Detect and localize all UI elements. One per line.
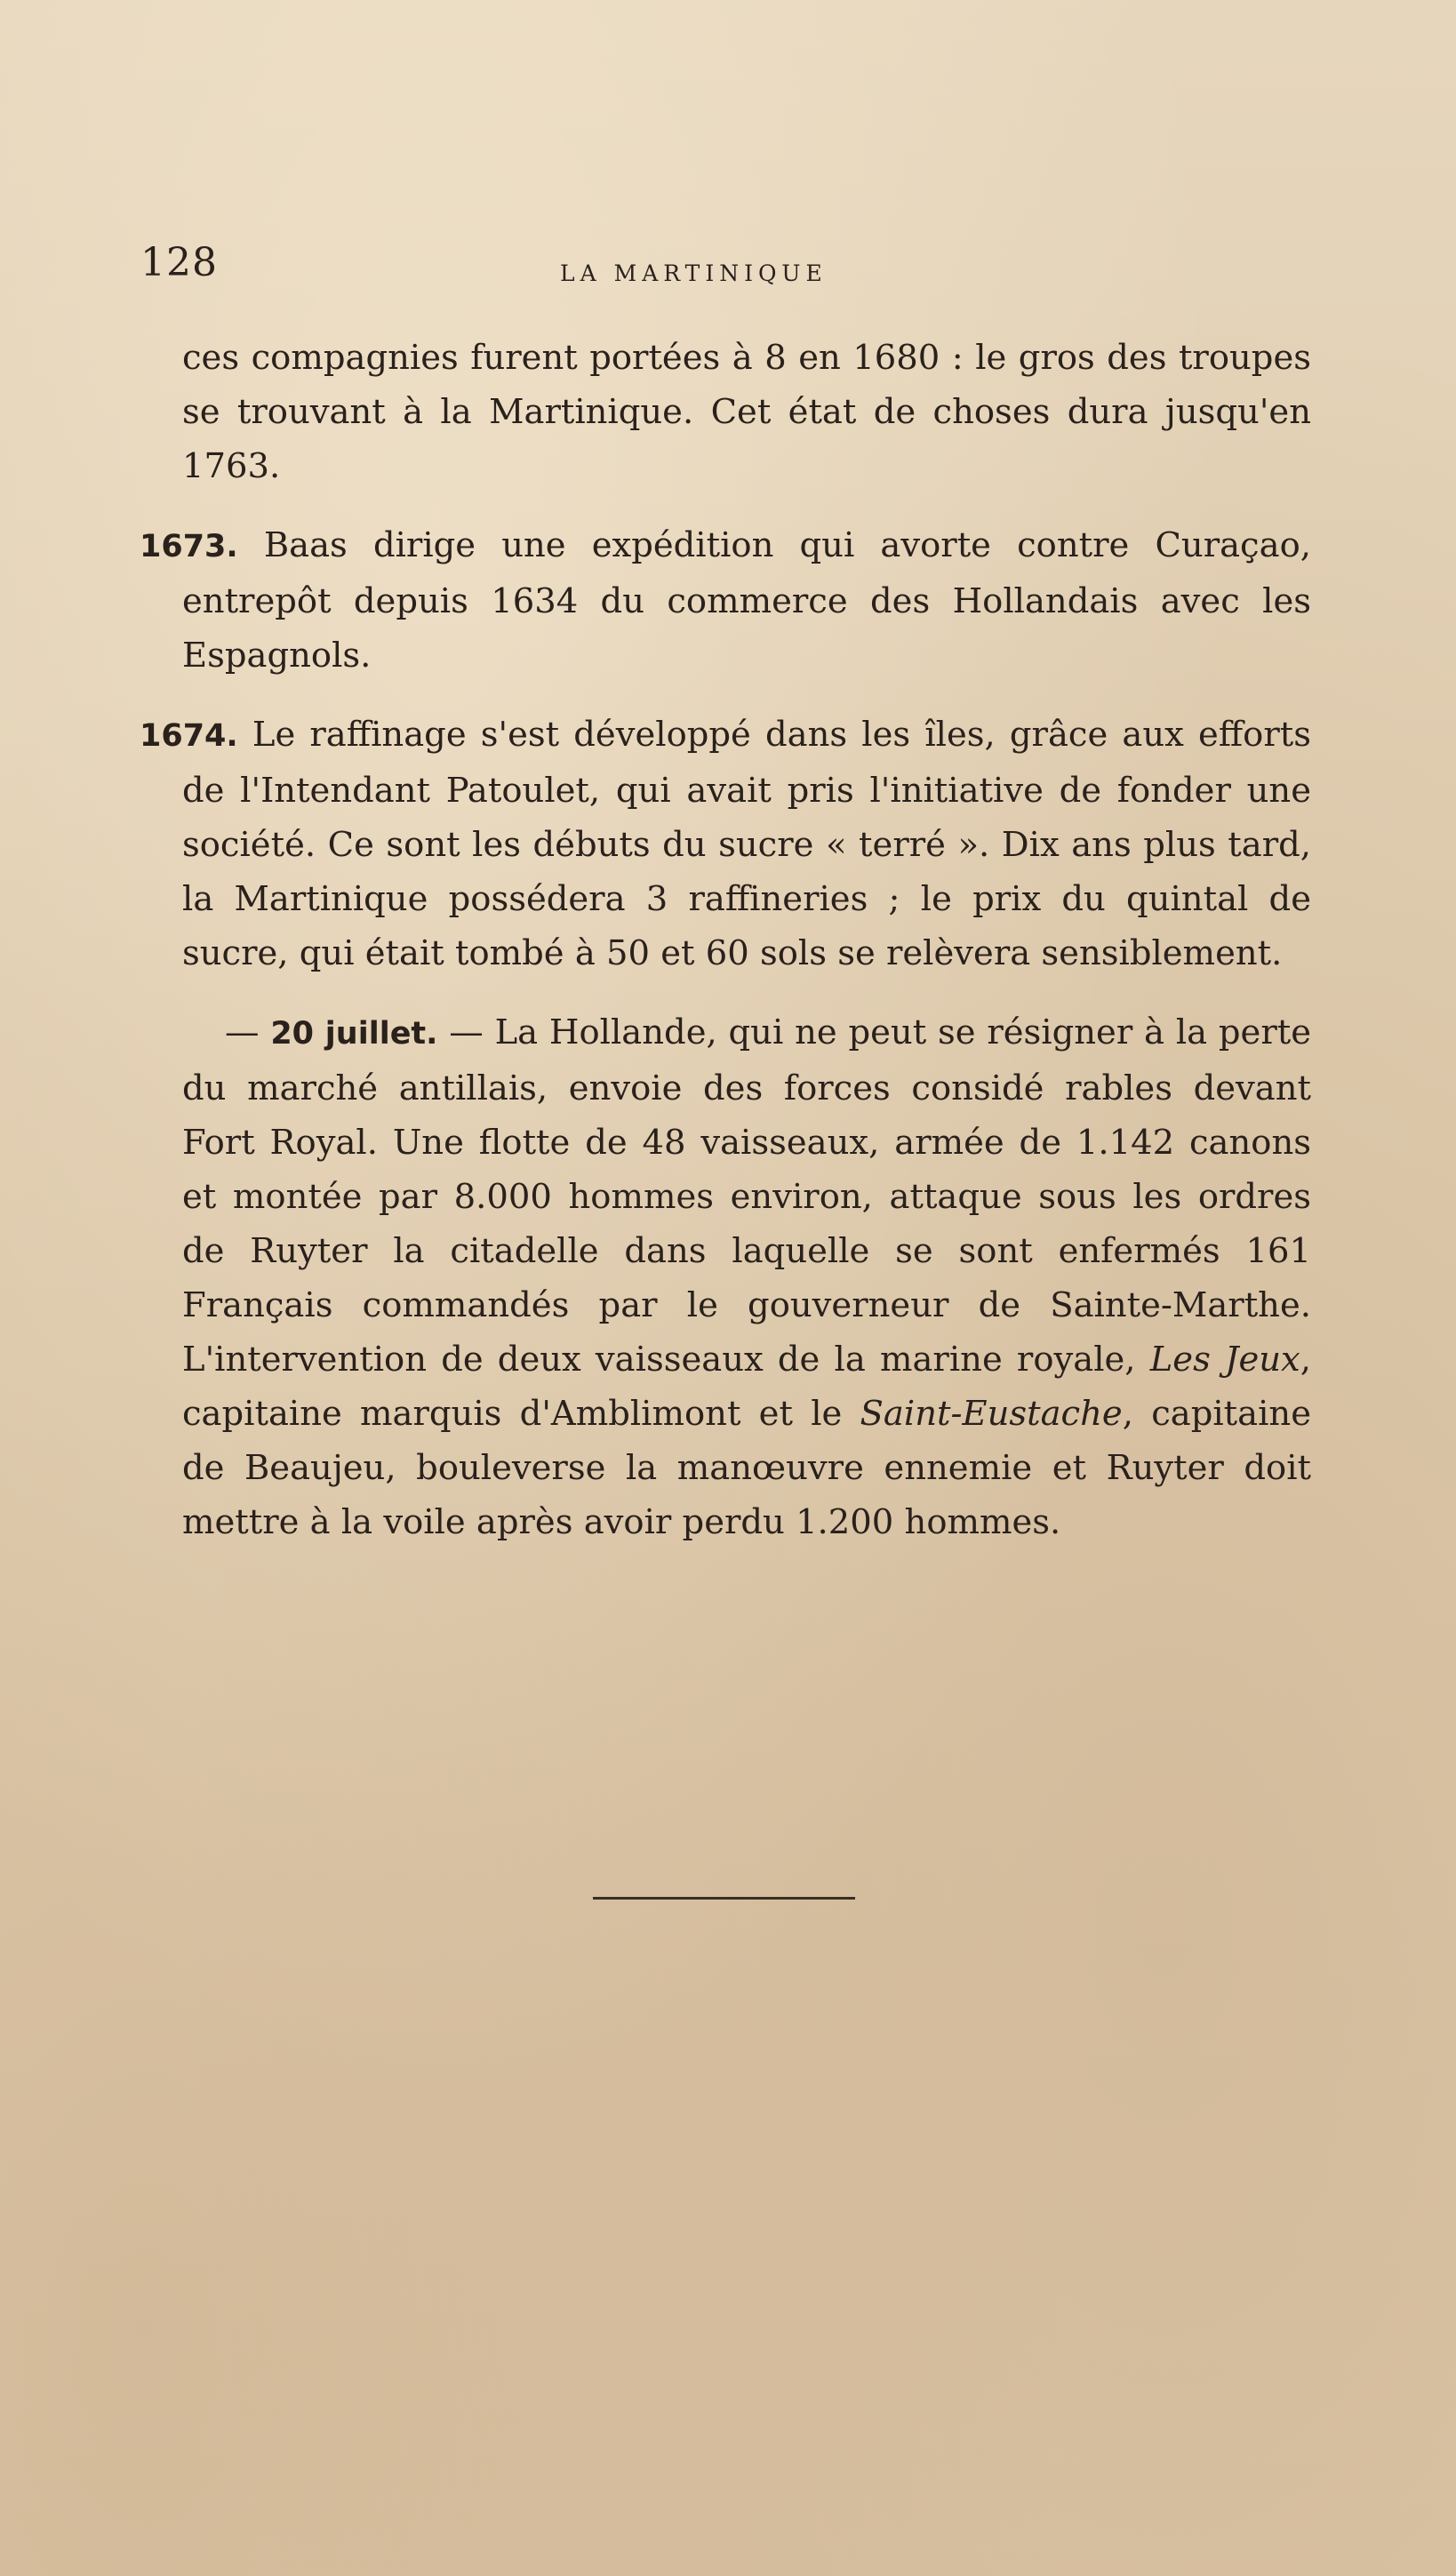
page-number: 128 [140,240,218,285]
paragraph-text: , capitaine de Beaujeu, bouleverse la manœuvre ennemie et Ruyter doit mettre à la voile après avoir perdu 1.200 hommes. [182,1394,1311,1542]
paragraph-text: , capitaine marquis d'Amblimont et le [182,1340,1311,1434]
paragraph-1674 [140,708,1311,980]
paragraph-text: ces compagnies furent portées à 8 en 1680 : le gros des troupes se trouvant à la Martinique. Cet état de choses dura jusqu'en 1763. [182,338,1311,486]
year-label: 1674. [140,718,238,754]
paragraph-1673 [140,518,1311,683]
year-label: 1673. [140,529,238,564]
paragraph-text: Le raffinage s'est développé dans les îles, grâce aux efforts de l'Intendant Patoulet, qui avait pris l'initiative de fonder une société. Ce sont les débuts du sucre « terré ». Dix ans plus tard, la Martinique possédera 3 raffineries ; le prix du quintal de sucre, qui était tombé à 50 et 60 sols se relèvera sensiblement. [182,715,1311,973]
ship-name: Les Jeux [1149,1340,1300,1380]
date-label: 20 juillet. [270,1016,438,1052]
paragraph-20-juillet [182,1005,1311,1549]
paragraph-text: Baas dirige une expédition qui avorte contre Curaçao, entrepôt depuis 1634 du commerce des Hollandais avec les Espagnols. [182,525,1311,676]
paragraph-text: — La Hollande, qui ne peut se résigner à la perte du marché antillais, envoie des forces considé rables devant Fort Royal. Une flotte de 48 vaisseaux, armée de 1.142 canons et montée par 8.000 hommes environ, attaque sous les ordres de Ruyter la citadelle dans laquelle se sont enfermés 161 Français commandés par le gouverneur de Sainte-Marthe. L'intervention de deux vaisseaux de la marine royale, [182,1012,1311,1380]
paragraph-continuation [182,331,1311,493]
section-end-rule [593,1897,855,1900]
running-title: LA MARTINIQUE [560,260,828,286]
ship-name: Saint-Eustache [860,1394,1123,1434]
em-dash: — [225,1012,271,1052]
body-text [140,331,1311,1574]
